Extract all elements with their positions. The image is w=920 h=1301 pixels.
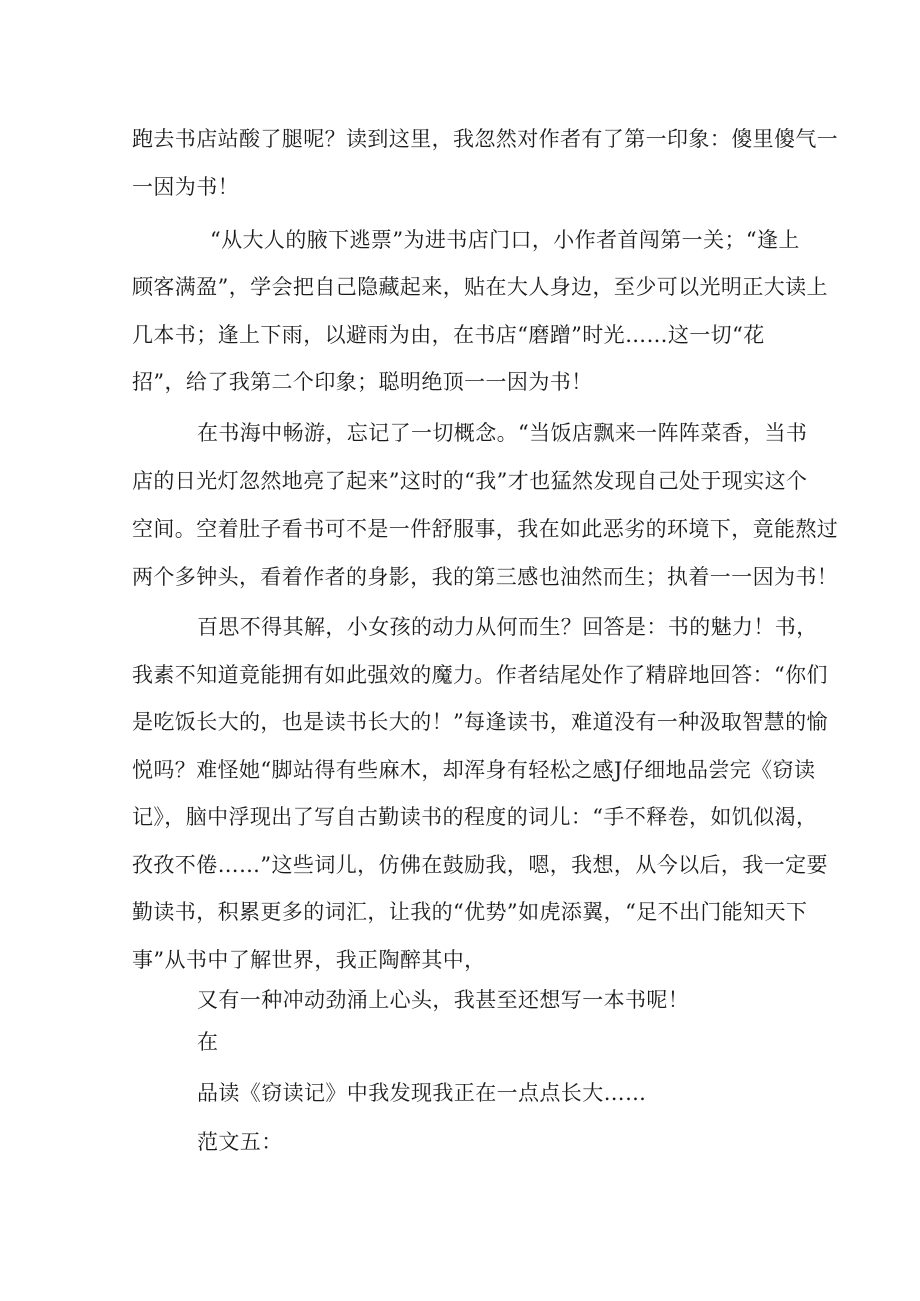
text-line: 是吃饭长大的，也是读书长大的！”每逢读书，难道没有一种汲取智慧的愉 [132, 710, 828, 734]
text-line: 在书海中畅游，忘记了一切概念。“当饭店飘来一阵阵菜香，当书 [197, 421, 808, 445]
text-line: 范文五： [197, 1130, 283, 1154]
text-line: 空间。空着肚子看书可不是一件舒服事，我在如此恶劣的环境下，竟能熬过 [132, 517, 839, 541]
text-line: 记》，脑中浮现出了写自古勤读书的程度的词儿：“手不释卷，如饥似渴， [132, 805, 818, 829]
text-line: 又有一种冲动劲涌上心头，我甚至还想写一本书呢！ [197, 988, 690, 1012]
text-line: 跑去书店站酸了腿呢？读到这里，我忽然对作者有了第一印象：傻里傻气一 [132, 127, 839, 151]
text-line: 两个多钟头，看着作者的身影，我的第三感也油然而生；执着一一因为书！ [132, 565, 839, 589]
text-line: “从大人的腋下逃票”为进书店门口，小作者首闯第一关；“逢上 [210, 228, 800, 252]
text-line: 招”，给了我第二个印象；聪明绝顶一一因为书！ [132, 370, 593, 394]
text-line: 我素不知道竟能拥有如此强效的魔力。作者结尾处作了精辟地回答：“你们 [132, 663, 828, 687]
text-line: 一因为书！ [132, 175, 239, 199]
text-line: 百思不得其解，小女孩的动力从何而生？回答是：书的魅力！书， [197, 615, 818, 639]
text-line: 在 [197, 1030, 219, 1054]
text-line: 顾客满盈”，学会把自己隐藏起来，贴在大人身边，至少可以光明正大读上 [132, 275, 828, 299]
text-line: 品读《窃读记》中我发现我正在一点点长大…… [197, 1081, 647, 1105]
text-line: 悦吗？难怪她“脚站得有些麻木，却浑身有轻松之感J仔细地品尝完《窃读 [132, 758, 816, 782]
text-line: 孜孜不倦……”这些词儿，仿佛在鼓励我，嗯，我想，从今以后，我一定要 [132, 853, 828, 877]
text-line: 事”从书中了解世界，我正陶醉其中， [132, 948, 486, 972]
text-line: 勤读书，积累更多的词汇，让我的“优势”如虎添翼，“足不出门能知天下 [132, 900, 808, 924]
text-line: 店的日光灯忽然地亮了起来”这时的“我”才也猛然发现自己处于现实这个 [132, 469, 808, 493]
text-line: 几本书；逢上下雨，以避雨为由，在书店“磨蹭”时光……这一切“花 [132, 323, 765, 347]
